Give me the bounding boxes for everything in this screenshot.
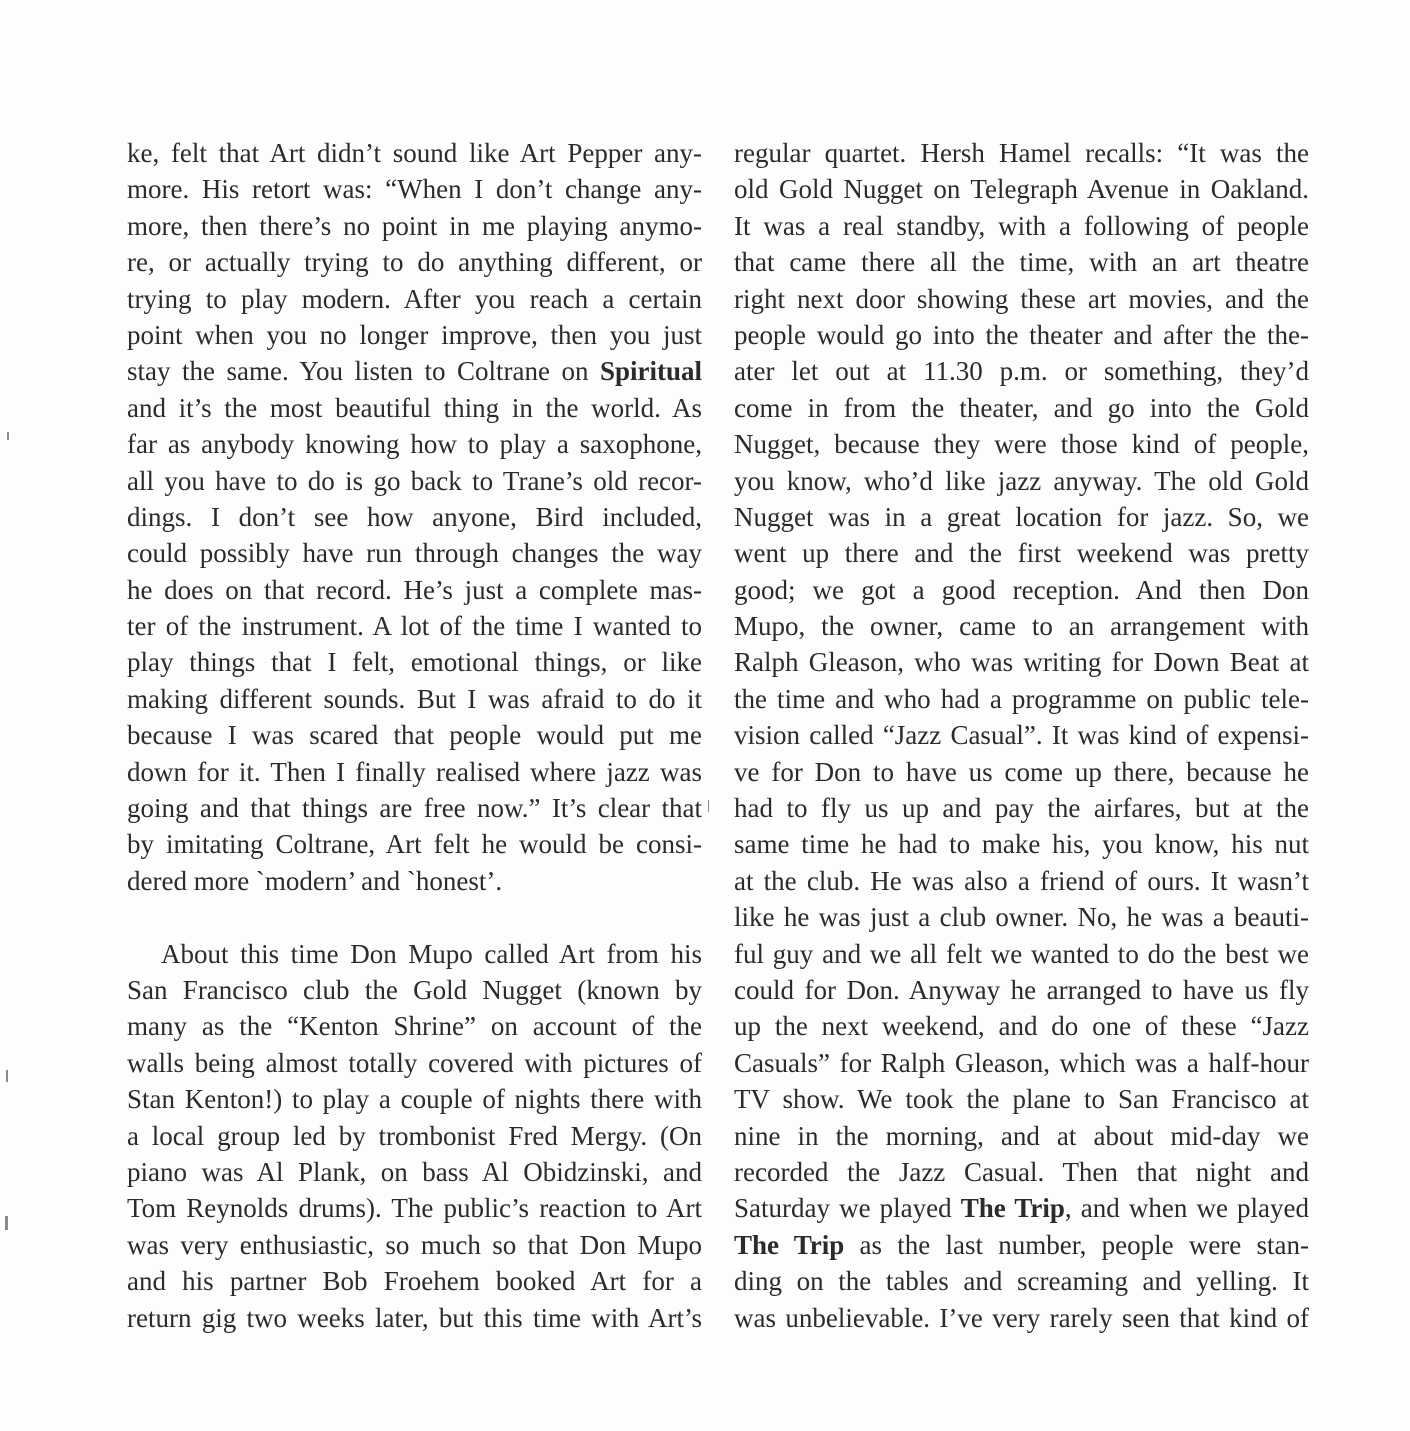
paragraph-gold-nugget [127, 936, 702, 1336]
text-segment: more. His retort was: “When I don’t change any- [127, 174, 702, 205]
text-segment: right next door showing these art movies, and the [734, 283, 1309, 314]
album-title: Spiritual [599, 356, 702, 387]
text-line [127, 717, 702, 753]
text-segment: more, then there’s no point in me playing anymo- [127, 210, 702, 241]
text-segment: point when you no longer improve, then you just [127, 319, 702, 350]
text-line [734, 972, 1309, 1008]
text-line [734, 608, 1309, 644]
text-segment: down for it. Then I finally realised where jazz was [127, 756, 702, 787]
text-line [127, 463, 702, 499]
text-line [127, 135, 702, 171]
text-segment: good; we got a good reception. And then Don [734, 574, 1309, 605]
text-segment: Ralph Gleason, who was writing for Down Beat at [734, 647, 1309, 678]
text-line [127, 936, 702, 972]
text-line [734, 936, 1309, 972]
text-line [734, 317, 1309, 353]
text-line [734, 244, 1309, 280]
text-line [127, 171, 702, 207]
text-line [734, 426, 1309, 462]
text-segment: trying to play modern. After you reach a certain [127, 283, 702, 314]
text-line [734, 1118, 1309, 1154]
text-segment: It was a real standby, with a following of people [734, 210, 1309, 241]
right-column [734, 135, 1309, 1336]
text-line [734, 1263, 1309, 1299]
text-segment: regular quartet. Hersh Hamel recalls: “It was the [734, 138, 1309, 168]
album-title: The Trip [734, 1229, 845, 1260]
text-segment: ve for Don to have us come up there, because he [734, 756, 1309, 787]
text-segment: come in from the theater, and go into the Gold [734, 392, 1309, 423]
text-line [127, 499, 702, 535]
text-line [127, 754, 702, 790]
text-line [734, 535, 1309, 571]
text-line [734, 754, 1309, 790]
text-segment: was very enthusiastic, so much so that Don Mupo [127, 1229, 702, 1260]
album-title: The Trip [960, 1193, 1065, 1224]
scan-speck [708, 800, 709, 812]
text-line [127, 208, 702, 244]
text-segment: same time he had to make his, you know, his nut [734, 829, 1309, 860]
text-segment: ding on the tables and screaming and yelling. It [734, 1266, 1309, 1297]
text-segment: ful guy and we all felt we wanted to do the best we [734, 938, 1309, 969]
paragraph-spacer [127, 899, 702, 935]
text-segment: going and that things are free now.” It’s clear that [127, 793, 702, 824]
text-segment: San Francisco club the Gold Nugget (known by [127, 974, 702, 1005]
text-segment: piano was Al Plank, on bass Al Obidzinski, and [127, 1156, 702, 1187]
text-segment: as the last number, people were stan- [844, 1229, 1310, 1260]
text-segment: dings. I don’t see how anyone, Bird included, [127, 501, 702, 532]
text-segment: at the club. He was also a friend of ours. It wasn’t [734, 865, 1309, 896]
text-segment: Casuals” for Ralph Gleason, which was a half-hour [734, 1047, 1309, 1078]
text-line [734, 499, 1309, 535]
text-segment: and his partner Bob Froehem booked Art for a [127, 1266, 702, 1297]
text-segment: Nugget was in a great location for jazz. So, we [734, 501, 1309, 532]
text-segment: ater let out at 11.30 p.m. or something, they’d [734, 356, 1309, 387]
text-segment: far as anybody knowing how to play a saxophone, [127, 429, 702, 460]
text-line [127, 1190, 702, 1226]
text-line [127, 644, 702, 680]
text-line [127, 826, 702, 862]
text-segment: Tom Reynolds drums). The public’s reaction to Art [127, 1193, 702, 1224]
text-line [734, 390, 1309, 426]
text-line [127, 1154, 702, 1190]
text-line [127, 1227, 702, 1263]
text-segment: people would go into the theater and after the the- [734, 319, 1309, 350]
text-line [734, 208, 1309, 244]
text-segment: many as the “Kenton Shrine” on account of the [127, 1011, 702, 1042]
text-segment: dered more `modern’ and `honest’. [127, 865, 503, 896]
text-line [127, 1118, 702, 1154]
text-line [734, 1300, 1309, 1336]
text-line [127, 281, 702, 317]
text-segment: you know, who’d like jazz anyway. The old Gold [734, 465, 1309, 496]
text-line [734, 1008, 1309, 1044]
text-line [127, 790, 702, 826]
text-line [734, 826, 1309, 862]
text-line [127, 1081, 702, 1117]
text-segment: could possibly have run through changes the way [127, 538, 702, 569]
text-segment: was unbelievable. I’ve very rarely seen that kind of [734, 1302, 1309, 1333]
text-segment: because I was scared that people would put me [127, 720, 702, 751]
text-line [127, 1300, 702, 1336]
text-segment: that came there all the time, with an art theatre [734, 247, 1309, 278]
text-segment: recorded the Jazz Casual. Then that night and [734, 1156, 1309, 1187]
text-line [734, 572, 1309, 608]
text-segment: and it’s the most beautiful thing in the world. As [127, 392, 702, 423]
text-segment: Mupo, the owner, came to an arrangement with [734, 611, 1309, 642]
text-line [127, 353, 702, 389]
text-line [734, 899, 1309, 935]
text-line [734, 1154, 1309, 1190]
text-segment: walls being almost totally covered with pictures of [127, 1047, 702, 1078]
paragraph-hersh-hamel-recollection [734, 135, 1309, 1336]
text-segment: return gig two weeks later, but this time with Art’s [127, 1302, 702, 1333]
text-line [734, 717, 1309, 753]
text-line [127, 535, 702, 571]
text-segment: ke, felt that Art didn’t sound like Art Pepper any- [127, 138, 702, 168]
text-segment: , and when we played [1064, 1193, 1310, 1224]
text-segment: making different sounds. But I was afraid to do it [127, 683, 702, 714]
text-line [734, 1045, 1309, 1081]
text-line [127, 863, 702, 899]
text-segment: TV show. We took the plane to San Francisco at [734, 1084, 1309, 1115]
text-segment: ter of the instrument. A lot of the time I wanted to [127, 611, 702, 642]
text-segment: About this time Don Mupo called Art from his [161, 938, 702, 969]
text-segment: Saturday we played [734, 1193, 961, 1224]
text-line [734, 644, 1309, 680]
paragraph-coltrane-quote [127, 135, 702, 899]
text-segment: could for Don. Anyway he arranged to have us fly [734, 974, 1309, 1005]
text-segment: a local group led by trombonist Fred Mergy. (On [127, 1120, 702, 1151]
text-line [127, 426, 702, 462]
text-line [734, 863, 1309, 899]
text-line [127, 681, 702, 717]
text-line [734, 681, 1309, 717]
text-line [734, 463, 1309, 499]
text-line [127, 390, 702, 426]
text-segment: up the next weekend, and do one of these “Jazz [734, 1011, 1309, 1042]
text-line [127, 1263, 702, 1299]
text-line [734, 790, 1309, 826]
text-line [127, 608, 702, 644]
text-segment: had to fly us up and pay the airfares, but at the [734, 793, 1309, 824]
text-segment: vision called “Jazz Casual”. It was kind of expensi- [734, 720, 1309, 751]
text-segment: nine in the morning, and at about mid-day we [734, 1120, 1309, 1151]
text-line [127, 244, 702, 280]
text-line [127, 1008, 702, 1044]
text-segment: play things that I felt, emotional things, or like [127, 647, 702, 678]
text-line [127, 317, 702, 353]
scan-speck [7, 432, 9, 440]
text-line [127, 572, 702, 608]
text-line [734, 135, 1309, 171]
text-segment: the time and who had a programme on public tele- [734, 683, 1309, 714]
text-line [734, 353, 1309, 389]
text-segment: re, or actually trying to do anything different, or [127, 247, 702, 278]
text-segment: old Gold Nugget on Telegraph Avenue in Oakland. [734, 174, 1309, 205]
text-segment: he does on that record. He’s just a complete mas- [127, 574, 702, 605]
left-column [127, 135, 702, 1336]
text-line [734, 171, 1309, 207]
text-segment: Nugget, because they were those kind of people, [734, 429, 1309, 460]
text-segment: like he was just a club owner. No, he was a beauti- [734, 902, 1309, 933]
text-segment: all you have to do is go back to Trane’s old recor- [127, 465, 702, 496]
text-line [734, 1227, 1309, 1263]
text-line [127, 1045, 702, 1081]
text-segment: stay the same. You listen to Coltrane on [127, 356, 600, 387]
text-line [734, 1081, 1309, 1117]
text-line [734, 281, 1309, 317]
text-segment: by imitating Coltrane, Art felt he would be consi- [127, 829, 702, 860]
text-segment: Stan Kenton!) to play a couple of nights there with [127, 1084, 702, 1115]
text-segment: went up there and the first weekend was pretty [734, 538, 1309, 569]
scan-speck [5, 1216, 8, 1230]
text-line [127, 972, 702, 1008]
scan-speck [6, 1070, 8, 1082]
text-line [734, 1190, 1309, 1226]
